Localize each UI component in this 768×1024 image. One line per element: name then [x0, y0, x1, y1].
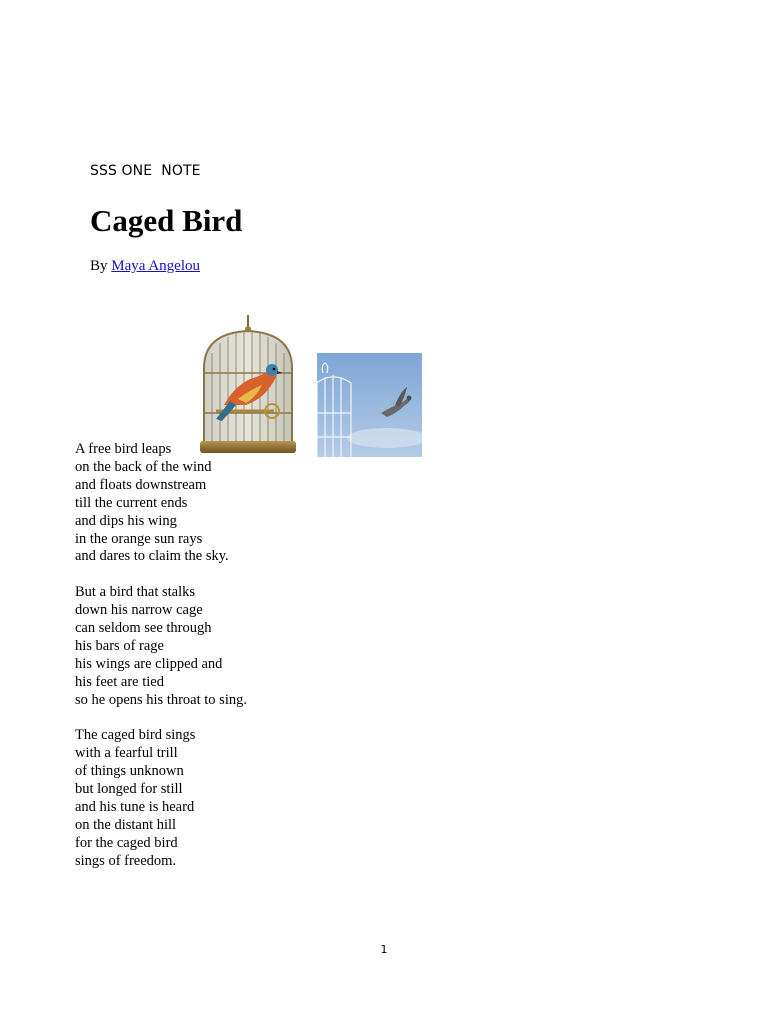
poem-stanza-2 [75, 584, 247, 709]
poem-line: with a fearful trill [75, 745, 178, 762]
poem-line: and floats downstream [75, 476, 207, 493]
poem-line: and dips his wing [75, 512, 177, 529]
page-number: 1 [380, 943, 388, 956]
poem-line: can seldom see through [75, 620, 212, 637]
poem-line: on the distant hill [75, 817, 177, 833]
author-link[interactable]: Maya Angelou [111, 258, 200, 274]
poem-line: The caged bird sings [75, 727, 196, 744]
poem-line: his bars of rage [75, 637, 164, 654]
poem-stanza-3 [75, 727, 247, 870]
page-title: Caged Bird [90, 203, 243, 238]
poem-line: and dares to claim the sky. [75, 548, 229, 565]
poem-line: his feet are tied [75, 673, 164, 690]
poem-line: and his tune is heard [75, 799, 195, 816]
poem-line: on the back of the wind [75, 458, 212, 475]
flying-bird-image [317, 353, 422, 457]
byline-prefix: By [90, 258, 112, 274]
caged-bird-image [176, 313, 316, 456]
poem-line: But a bird that stalks [75, 584, 196, 601]
poem-line: his wings are clipped and [75, 655, 223, 672]
poem-line: down his narrow cage [75, 602, 203, 619]
poem-line: of things unknown [75, 763, 184, 780]
poem-line: till the current ends [75, 494, 188, 511]
poem-line: so he opens his throat to sing. [75, 691, 247, 708]
poem-stanza-1 [75, 441, 247, 566]
poem [75, 441, 247, 889]
note-label: SSS ONE NOTE [90, 163, 201, 179]
poem-line: in the orange sun rays [75, 530, 203, 547]
poem-line: but longed for still [75, 781, 183, 798]
poem-line: A free bird leaps [75, 441, 172, 457]
poem-line: for the caged bird [75, 834, 178, 851]
poem-line: sings of freedom. [75, 852, 177, 869]
byline [90, 257, 200, 275]
